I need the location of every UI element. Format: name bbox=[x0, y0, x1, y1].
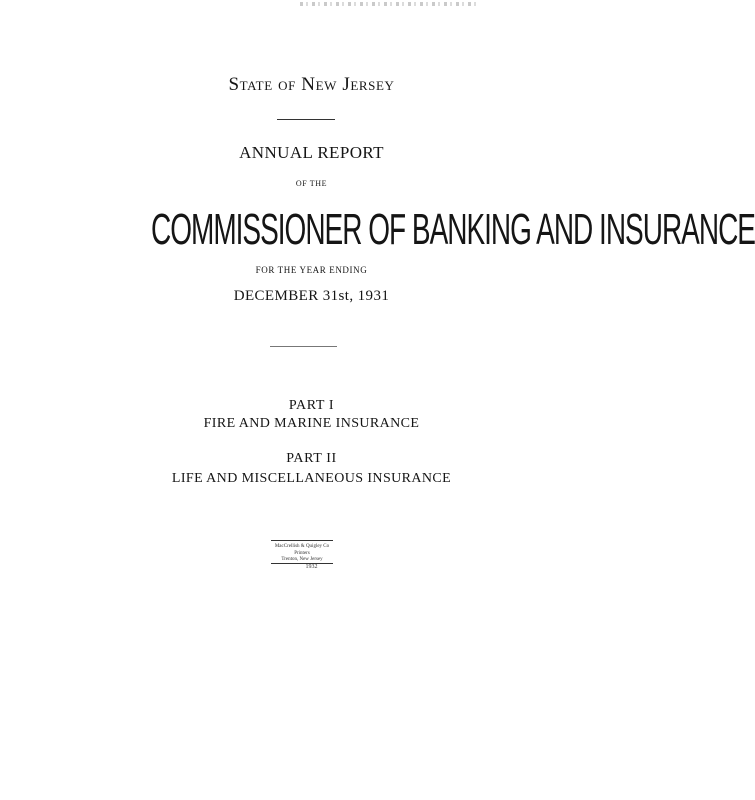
printer-line-2: Printers bbox=[294, 550, 310, 556]
ornament-rule bbox=[270, 346, 337, 347]
scan-noise-top bbox=[300, 2, 480, 6]
imprint-top-rule bbox=[271, 540, 333, 541]
state-word-3: New bbox=[301, 74, 338, 95]
annual-report-heading: ANNUAL REPORT bbox=[239, 143, 384, 162]
printer-line-1: MacCrellish & Quigley Co bbox=[274, 544, 330, 549]
part-one-label: PART I bbox=[288, 398, 335, 413]
state-word-2: of bbox=[278, 74, 296, 95]
title-rule bbox=[277, 119, 335, 120]
of-the-line: OF THE bbox=[295, 179, 328, 188]
report-date: DECEMBER 31st, 1931 bbox=[233, 288, 390, 304]
commissioner-heading: COMMISSIONER OF BANKING AND INSURANCE bbox=[151, 205, 755, 254]
state-title bbox=[0, 74, 623, 96]
part-one-title: FIRE AND MARINE INSURANCE bbox=[203, 416, 420, 431]
state-word-4: Jersey bbox=[342, 74, 395, 95]
print-year: 1932 bbox=[305, 564, 318, 570]
printer-imprint bbox=[272, 544, 332, 564]
printer-line-3: Trenton, New Jersey bbox=[281, 557, 323, 562]
for-year-line: FOR THE YEAR ENDING bbox=[255, 265, 368, 275]
part-two-label: PART II bbox=[286, 451, 337, 466]
part-two-title: LIFE AND MISCELLANEOUS INSURANCE bbox=[171, 471, 452, 486]
state-word-1: State bbox=[228, 74, 273, 95]
